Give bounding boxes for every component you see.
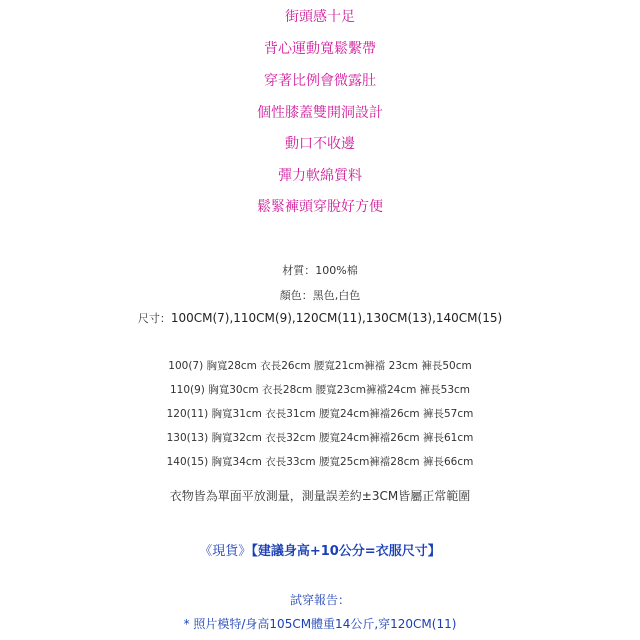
report-title: 試穿報告： bbox=[289, 593, 350, 607]
size-values: 100CM(7),110CM(9),120CM(11),130CM(13),140CM(15) bbox=[170, 311, 503, 325]
feature-line: 動口不收邊 bbox=[285, 136, 355, 152]
feature-line: 背心運動寬鬆繫帶 bbox=[264, 41, 376, 57]
size-spec bbox=[0, 310, 640, 326]
report-item: * 照片模特/身高105CM體重14公斤,穿120CM(11) bbox=[183, 617, 457, 631]
size-label: 尺寸： bbox=[137, 312, 171, 325]
stock-advice bbox=[0, 540, 640, 559]
measurement-row: 140(15) 胸寬34cm 衣長33cm 腰寬25cm褲襠28cm 褲長66cm bbox=[166, 456, 474, 468]
measurement-row: 110(9) 胸寬30cm 衣長28cm 腰寬23cm褲襠24cm 褲長53cm bbox=[169, 384, 471, 396]
measurement-row: 130(13) 胸寬32cm 衣長32cm 腰寬24cm褲襠26cm 褲長61cm bbox=[166, 432, 474, 444]
feature-line: 彈力軟綿質料 bbox=[278, 168, 362, 184]
color-spec: 顏色：黑色,白色 bbox=[279, 289, 361, 302]
material-spec: 材質：100%棉 bbox=[282, 264, 358, 277]
feature-line: 穿著比例會微露肚 bbox=[264, 73, 376, 89]
measurement-note: 衣物皆為單面平放測量，測量誤差約±3CM皆屬正常範圍 bbox=[169, 489, 471, 503]
measurement-row: 120(11) 胸寬31cm 衣長31cm 腰寬24cm褲襠26cm 褲長57cm bbox=[166, 408, 474, 420]
stock-tag: 《現貨》 bbox=[199, 544, 252, 559]
size-advice: 【建議身高+10公分=衣服尺寸】 bbox=[251, 544, 441, 559]
feature-line: 個性膝蓋雙開洞設計 bbox=[257, 105, 383, 121]
feature-line: 鬆緊褲頭穿脫好方便 bbox=[257, 199, 383, 215]
feature-line: 街頭感十足 bbox=[285, 9, 355, 25]
measurement-row: 100(7) 胸寬28cm 衣長26cm 腰寬21cm褲襠 23cm 褲長50cm bbox=[168, 360, 472, 372]
